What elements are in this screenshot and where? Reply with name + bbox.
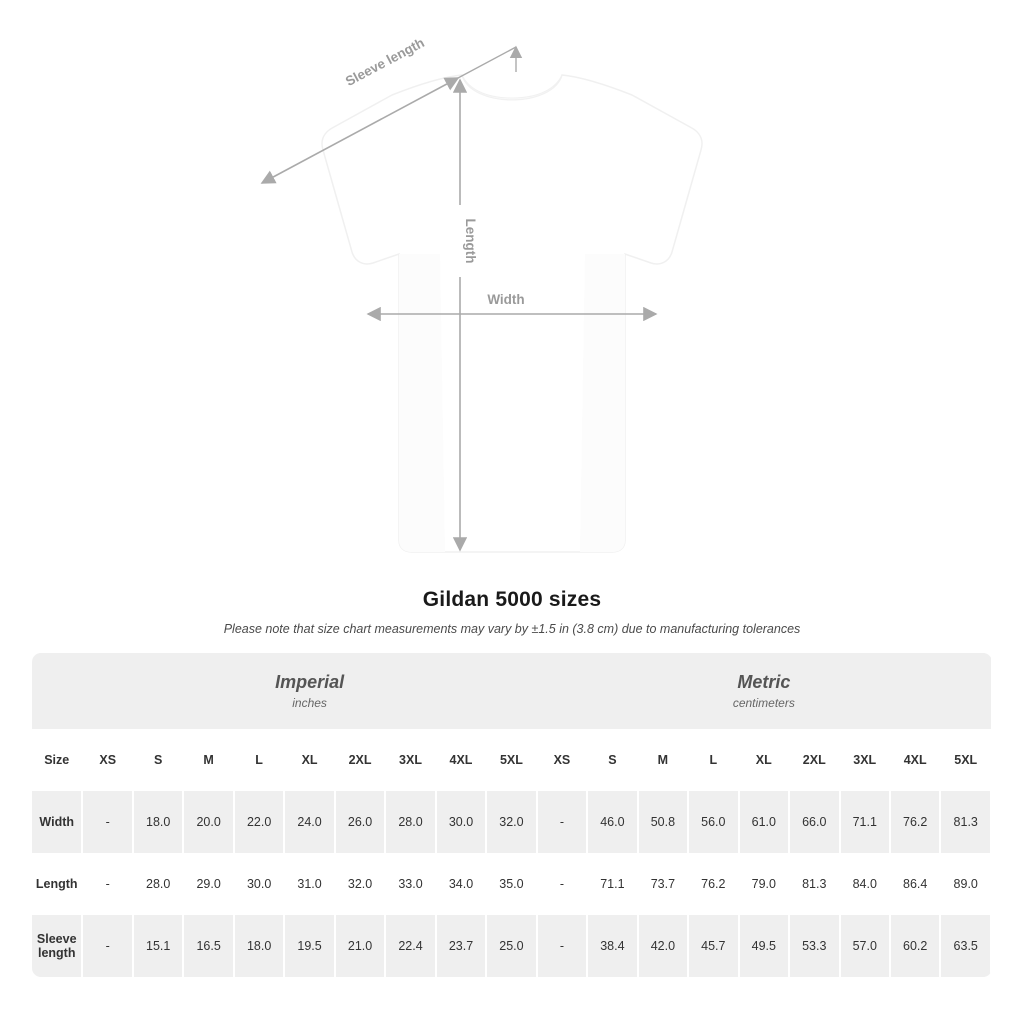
- width-imperial-5xl: 32.0: [486, 791, 536, 853]
- length-imperial-2xl: 32.0: [335, 853, 385, 915]
- size-header-metric-3xl: 3XL: [840, 729, 890, 791]
- size-table-wrapper: [32, 653, 992, 977]
- unit-metric-name: Metric: [737, 672, 791, 693]
- sleeve-metric-xl: 49.5: [739, 915, 789, 977]
- width-imperial-3xl: 28.0: [385, 791, 435, 853]
- size-header-imperial-m: M: [183, 729, 233, 791]
- size-header-imperial-4xl: 4XL: [436, 729, 486, 791]
- length-imperial-4xl: 34.0: [436, 853, 486, 915]
- length-imperial-xs: -: [82, 853, 132, 915]
- sleeve-metric-l: 45.7: [688, 915, 738, 977]
- width-imperial-xs: -: [82, 791, 132, 853]
- page-title: Gildan 5000 sizes: [422, 588, 602, 611]
- sleeve-imperial-l: 18.0: [234, 915, 284, 977]
- sleeve-length-label: Sleeve length: [342, 34, 427, 90]
- sleeve-imperial-xl: 19.5: [284, 915, 334, 977]
- length-imperial-l: 30.0: [234, 853, 284, 915]
- sleeve-metric-3xl: 57.0: [840, 915, 890, 977]
- length-imperial-m: 29.0: [183, 853, 233, 915]
- width-metric-5xl: 81.3: [940, 791, 991, 853]
- unit-header-imperial: [82, 653, 536, 729]
- size-header-imperial-2xl: 2XL: [335, 729, 385, 791]
- length-imperial-s: 28.0: [133, 853, 183, 915]
- unit-header-spacer: [32, 653, 82, 729]
- table-row: [32, 915, 991, 977]
- sleeve-imperial-2xl: 21.0: [335, 915, 385, 977]
- sleeve-metric-5xl: 63.5: [940, 915, 991, 977]
- size-header-imperial-s: S: [133, 729, 183, 791]
- length-metric-5xl: 89.0: [940, 853, 991, 915]
- table-row: [32, 853, 991, 915]
- size-header-imperial-l: L: [234, 729, 284, 791]
- unit-header-metric: [537, 653, 991, 729]
- size-header-imperial-3xl: 3XL: [385, 729, 435, 791]
- size-table: [32, 653, 992, 977]
- length-imperial-xl: 31.0: [284, 853, 334, 915]
- width-metric-xs: -: [537, 791, 587, 853]
- sleeve-metric-xs: -: [537, 915, 587, 977]
- length-metric-2xl: 81.3: [789, 853, 839, 915]
- sleeve-metric-2xl: 53.3: [789, 915, 839, 977]
- length-imperial-3xl: 33.0: [385, 853, 435, 915]
- width-metric-xl: 61.0: [739, 791, 789, 853]
- length-metric-3xl: 84.0: [840, 853, 890, 915]
- size-header-metric-xs: XS: [537, 729, 587, 791]
- sleeve-metric-s: 38.4: [587, 915, 637, 977]
- size-header-row: [32, 729, 991, 791]
- length-label: Length: [463, 218, 478, 264]
- width-imperial-l: 22.0: [234, 791, 284, 853]
- sleeve-metric-m: 42.0: [638, 915, 688, 977]
- sleeve-imperial-xs: -: [82, 915, 132, 977]
- sleeve-imperial-4xl: 23.7: [436, 915, 486, 977]
- size-header-metric-xl: XL: [739, 729, 789, 791]
- table-row: [32, 791, 991, 853]
- sleeve-metric-4xl: 60.2: [890, 915, 940, 977]
- length-metric-xs: -: [537, 853, 587, 915]
- width-imperial-2xl: 26.0: [335, 791, 385, 853]
- size-header-metric-2xl: 2XL: [789, 729, 839, 791]
- sleeve-imperial-3xl: 22.4: [385, 915, 435, 977]
- width-imperial-4xl: 30.0: [436, 791, 486, 853]
- row-label-width: Width: [32, 791, 82, 853]
- size-header-imperial-xs: XS: [82, 729, 132, 791]
- width-metric-2xl: 66.0: [789, 791, 839, 853]
- length-metric-l: 76.2: [688, 853, 738, 915]
- width-metric-m: 50.8: [638, 791, 688, 853]
- width-imperial-xl: 24.0: [284, 791, 334, 853]
- unit-imperial-name: Imperial: [275, 672, 345, 693]
- size-header-imperial-xl: XL: [284, 729, 334, 791]
- size-header-metric-s: S: [587, 729, 637, 791]
- length-metric-m: 73.7: [638, 853, 688, 915]
- width-imperial-m: 20.0: [183, 791, 233, 853]
- length-metric-s: 71.1: [587, 853, 637, 915]
- length-imperial-5xl: 35.0: [486, 853, 536, 915]
- row-label-sleeve-length: Sleeve length: [32, 915, 82, 977]
- title-block: [0, 588, 1024, 636]
- width-metric-4xl: 76.2: [890, 791, 940, 853]
- row-label-length: Length: [32, 853, 82, 915]
- length-metric-xl: 79.0: [739, 853, 789, 915]
- tolerance-note: Please note that size chart measurements may vary by ±1.5 in (3.8 cm) due to manufacturing tolerances: [223, 622, 801, 636]
- unit-header-row: [32, 653, 991, 729]
- size-header-metric-m: M: [638, 729, 688, 791]
- width-metric-s: 46.0: [587, 791, 637, 853]
- unit-imperial-sub: inches: [292, 695, 327, 710]
- size-header-metric-l: L: [688, 729, 738, 791]
- width-metric-3xl: 71.1: [840, 791, 890, 853]
- width-imperial-s: 18.0: [133, 791, 183, 853]
- sleeve-imperial-s: 15.1: [133, 915, 183, 977]
- size-header-imperial-5xl: 5XL: [486, 729, 536, 791]
- unit-metric-sub: centimeters: [732, 695, 795, 710]
- width-label: Width: [487, 292, 525, 307]
- sleeve-imperial-m: 16.5: [183, 915, 233, 977]
- width-metric-l: 56.0: [688, 791, 738, 853]
- size-header-metric-4xl: 4XL: [890, 729, 940, 791]
- sleeve-imperial-5xl: 25.0: [486, 915, 536, 977]
- length-metric-4xl: 86.4: [890, 853, 940, 915]
- size-header-metric-5xl: 5XL: [940, 729, 991, 791]
- size-header-label: Size: [32, 729, 82, 791]
